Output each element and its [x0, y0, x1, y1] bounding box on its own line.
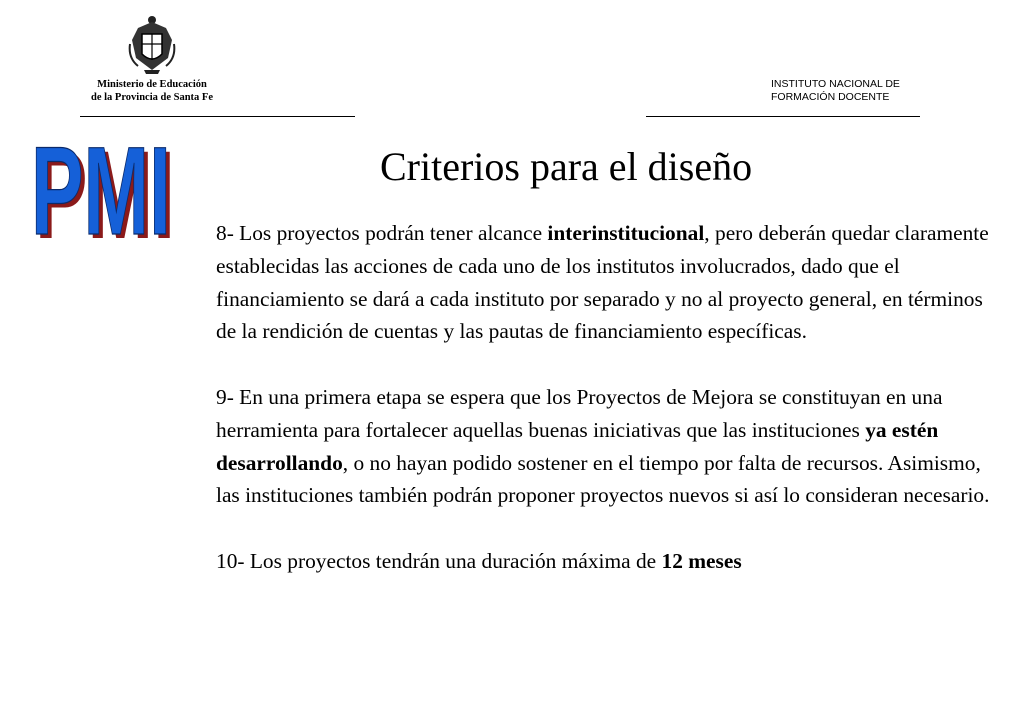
header-divider-right: [646, 116, 920, 117]
criterion-9-text-end: , o no hayan podido sostener en el tiempo por falta de recursos. Asimismo, las instituciones también podrán proponer proyectos nuevos si así lo consideran necesario.: [216, 450, 990, 508]
ministry-name: [70, 78, 234, 104]
criterion-10-emphasis: 12 meses: [661, 548, 742, 573]
criterion-9-text: 9- En una primera etapa se espera que los Proyectos de Mejora se constituyan en una herramienta para fortalecer aquellas buenas iniciativas que las instituciones: [216, 384, 943, 442]
header-divider-left: [80, 116, 355, 117]
ministry-line-2: de la Provincia de Santa Fe: [90, 92, 213, 103]
criterion-8-text-end: , pero deberán quedar claramente establecidas las acciones de cada uno de los institutos involucrados, dado que el financiamiento se dará a cada instituto por separado y no al proyecto general, en términos de la rendición de cuentas y las pautas de financiamiento específicas.: [216, 221, 989, 344]
criterion-9-emphasis: ya estén desarrollando: [216, 417, 939, 475]
pmi-logo: [26, 142, 178, 242]
pmi-logo-shadow: PMI: [35, 142, 175, 242]
provincial-crest-icon: [128, 14, 176, 76]
criterion-8-text: 8- Los proyectos podrán tener alcance: [216, 221, 548, 245]
criterion-9: [216, 381, 996, 512]
criteria-body: [216, 217, 996, 578]
ministry-line-1: Ministerio de Educación: [97, 79, 207, 90]
criterion-8-emphasis: interinstitucional: [547, 221, 705, 245]
pmi-logo-text: PMI: [31, 142, 171, 242]
institute-line-2: FORMACIÓN DOCENTE: [771, 91, 890, 103]
criterion-10-text: 10- Los proyectos tendrán una duración máxima de: [216, 548, 662, 573]
criterion-8: [216, 217, 996, 348]
criterion-10: [216, 545, 996, 578]
slide-title: Criterios para el diseño: [380, 144, 753, 189]
institute-name: [771, 78, 900, 104]
institute-line-1: INSTITUTO NACIONAL DE: [771, 78, 900, 90]
